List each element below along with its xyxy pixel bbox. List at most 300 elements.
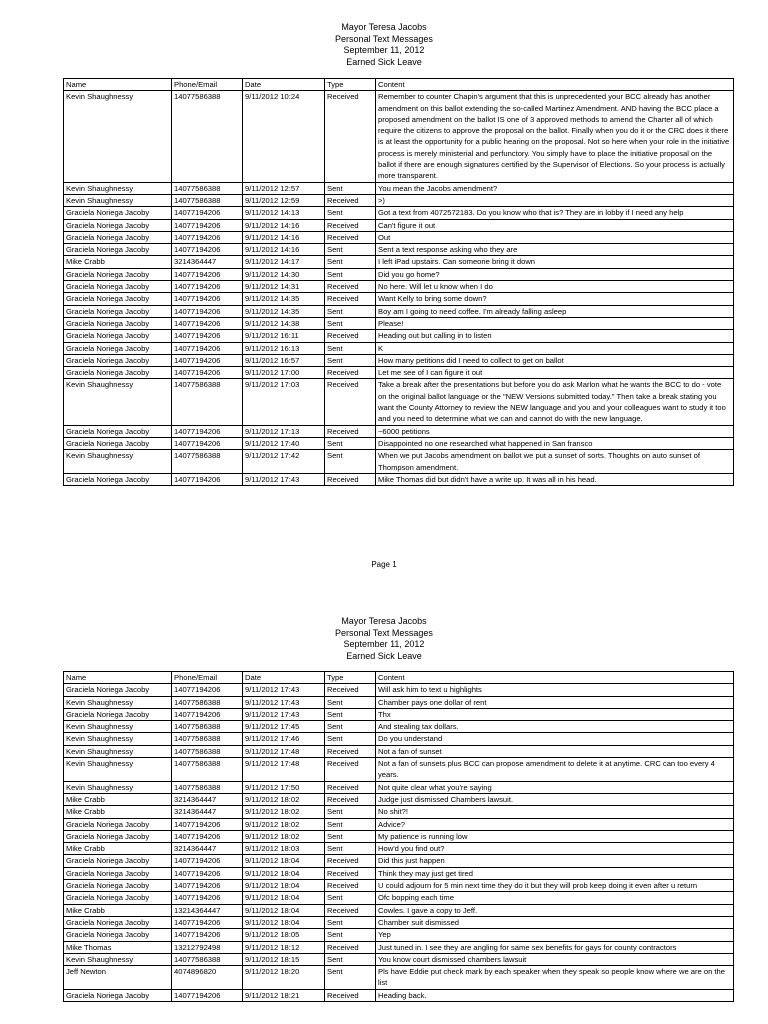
cell-phone: 14077586388 — [172, 182, 243, 194]
cell-content: Mike Thomas did but didn't have a write up. It was all in his head. — [376, 473, 734, 485]
cell-date: 9/11/2012 18:04 — [243, 892, 325, 904]
cell-date: 9/11/2012 18:02 — [243, 793, 325, 805]
cell-content: How'd you find out? — [376, 843, 734, 855]
cell-date: 9/11/2012 16:57 — [243, 354, 325, 366]
cell-content: Advice? — [376, 818, 734, 830]
cell-date: 9/11/2012 17:00 — [243, 367, 325, 379]
cell-phone: 14077194206 — [172, 880, 243, 892]
cell-content: Will ask him to text u highlights — [376, 684, 734, 696]
cell-date: 9/11/2012 10:24 — [243, 91, 325, 182]
cell-name: Graciela Noriega Jacoby — [64, 207, 172, 219]
cell-date: 9/11/2012 17:43 — [243, 696, 325, 708]
cell-name: Graciela Noriega Jacoby — [64, 317, 172, 329]
cell-phone: 14077586388 — [172, 733, 243, 745]
table-row — [64, 818, 734, 830]
cell-name: Graciela Noriega Jacoby — [64, 231, 172, 243]
cell-type: Sent — [325, 317, 376, 329]
cell-name: Kevin Shaughnessy — [64, 91, 172, 182]
cell-content: You know court dismissed chambers lawsuit — [376, 953, 734, 965]
cell-type: Sent — [325, 806, 376, 818]
cell-phone: 14077194206 — [172, 281, 243, 293]
cell-name: Kevin Shaughnessy — [64, 379, 172, 425]
cell-content: Cowles. I gave a copy to Jeff. — [376, 904, 734, 916]
cell-content: Not a fan of sunset — [376, 745, 734, 757]
cell-type: Received — [325, 367, 376, 379]
table-row — [64, 219, 734, 231]
cell-content: Thx — [376, 708, 734, 720]
cell-phone: 13214364447 — [172, 904, 243, 916]
cell-name: Graciela Noriega Jacoby — [64, 830, 172, 842]
table-row — [64, 781, 734, 793]
cell-content: Just tuned in. I see they are angling for same sex benefits for gays for county contractors — [376, 941, 734, 953]
cell-type: Received — [325, 473, 376, 485]
cell-name: Kevin Shaughnessy — [64, 745, 172, 757]
cell-name: Kevin Shaughnessy — [64, 781, 172, 793]
cell-date: 9/11/2012 14:16 — [243, 231, 325, 243]
table-row — [64, 379, 734, 425]
cell-name: Graciela Noriega Jacoby — [64, 867, 172, 879]
cell-date: 9/11/2012 17:43 — [243, 708, 325, 720]
cell-name: Graciela Noriega Jacoby — [64, 268, 172, 280]
table-row — [64, 342, 734, 354]
table-row — [64, 867, 734, 879]
table-header-row — [64, 79, 734, 91]
cell-content: U could adjourn for 5 min next time they do it but they will prob keep doing it even after u return — [376, 880, 734, 892]
cell-date: 9/11/2012 16:11 — [243, 330, 325, 342]
cell-type: Sent — [325, 437, 376, 449]
cell-date: 9/11/2012 14:35 — [243, 293, 325, 305]
column-header-phone: Phone/Email — [172, 672, 243, 684]
table-row — [64, 425, 734, 437]
cell-date: 9/11/2012 14:31 — [243, 281, 325, 293]
cell-date: 9/11/2012 18:12 — [243, 941, 325, 953]
cell-content: Chamber pays one dollar of rent — [376, 696, 734, 708]
cell-type: Sent — [325, 207, 376, 219]
cell-date: 9/11/2012 17:40 — [243, 437, 325, 449]
cell-content: Let me see of I can figure it out — [376, 367, 734, 379]
table-row — [64, 745, 734, 757]
cell-type: Sent — [325, 843, 376, 855]
column-header-content: Content — [376, 672, 734, 684]
cell-date: 9/11/2012 14:30 — [243, 268, 325, 280]
cell-name: Graciela Noriega Jacoby — [64, 473, 172, 485]
cell-type: Received — [325, 379, 376, 425]
cell-date: 9/11/2012 18:02 — [243, 818, 325, 830]
cell-name: Mike Crabb — [64, 793, 172, 805]
cell-content: You mean the Jacobs amendment? — [376, 182, 734, 194]
cell-date: 9/11/2012 17:13 — [243, 425, 325, 437]
cell-date: 9/11/2012 14:38 — [243, 317, 325, 329]
table-row — [64, 989, 734, 1001]
cell-type: Received — [325, 758, 376, 782]
cell-name: Graciela Noriega Jacoby — [64, 818, 172, 830]
cell-phone: 14077194206 — [172, 342, 243, 354]
cell-name: Graciela Noriega Jacoby — [64, 354, 172, 366]
cell-content: Boy am I going to need coffee. I'm already falling asleep — [376, 305, 734, 317]
cell-date: 9/11/2012 18:04 — [243, 916, 325, 928]
cell-type: Received — [325, 425, 376, 437]
cell-content: K — [376, 342, 734, 354]
cell-phone: 3214364447 — [172, 843, 243, 855]
cell-phone: 14077194206 — [172, 231, 243, 243]
cell-type: Received — [325, 293, 376, 305]
cell-type: Received — [325, 91, 376, 182]
cell-name: Graciela Noriega Jacoby — [64, 989, 172, 1001]
cell-content: Did you go home? — [376, 268, 734, 280]
cell-type: Received — [325, 330, 376, 342]
cell-type: Sent — [325, 708, 376, 720]
cell-type: Sent — [325, 721, 376, 733]
table-row — [64, 473, 734, 485]
cell-phone: 14077194206 — [172, 867, 243, 879]
cell-date: 9/11/2012 17:45 — [243, 721, 325, 733]
table-row — [64, 330, 734, 342]
cell-phone: 14077194206 — [172, 855, 243, 867]
column-header-name: Name — [64, 672, 172, 684]
cell-content: Judge just dismissed Chambers lawsuit. — [376, 793, 734, 805]
cell-content: Out — [376, 231, 734, 243]
page-number: Page 1 — [371, 560, 397, 569]
cell-type: Received — [325, 855, 376, 867]
cell-type: Sent — [325, 256, 376, 268]
table-row — [64, 437, 734, 449]
table-row — [64, 843, 734, 855]
cell-type: Received — [325, 989, 376, 1001]
cell-content: I left iPad upstairs. Can someone bring it down — [376, 256, 734, 268]
table-row — [64, 450, 734, 474]
cell-date: 9/11/2012 17:42 — [243, 450, 325, 474]
cell-phone: 14077586388 — [172, 91, 243, 182]
column-header-phone: Phone/Email — [172, 79, 243, 91]
cell-name: Graciela Noriega Jacoby — [64, 342, 172, 354]
cell-name: Graciela Noriega Jacoby — [64, 437, 172, 449]
cell-phone: 14077194206 — [172, 330, 243, 342]
cell-type: Received — [325, 880, 376, 892]
table-row — [64, 367, 734, 379]
cell-name: Kevin Shaughnessy — [64, 733, 172, 745]
cell-date: 9/11/2012 18:04 — [243, 855, 325, 867]
cell-date: 9/11/2012 16:13 — [243, 342, 325, 354]
cell-type: Sent — [325, 342, 376, 354]
cell-phone: 14077194206 — [172, 305, 243, 317]
column-header-date: Date — [243, 79, 325, 91]
cell-name: Jeff Newton — [64, 966, 172, 990]
cell-content: Heading back. — [376, 989, 734, 1001]
cell-type: Sent — [325, 354, 376, 366]
cell-date: 9/11/2012 18:02 — [243, 806, 325, 818]
table-row — [64, 941, 734, 953]
cell-type: Received — [325, 281, 376, 293]
doc-date: September 11, 2012 — [343, 45, 425, 55]
cell-phone: 14077586388 — [172, 745, 243, 757]
cell-phone: 14077586388 — [172, 953, 243, 965]
cell-content: Do you understand — [376, 733, 734, 745]
cell-phone: 14077194206 — [172, 293, 243, 305]
cell-phone: 14077194206 — [172, 317, 243, 329]
cell-name: Graciela Noriega Jacoby — [64, 892, 172, 904]
cell-date: 9/11/2012 17:03 — [243, 379, 325, 425]
table-row — [64, 317, 734, 329]
page1-header — [0, 22, 768, 68]
table-row — [64, 281, 734, 293]
cell-phone: 14077194206 — [172, 207, 243, 219]
cell-date: 9/11/2012 17:48 — [243, 745, 325, 757]
cell-date: 9/11/2012 14:35 — [243, 305, 325, 317]
cell-phone: 14077586388 — [172, 194, 243, 206]
cell-phone: 14077194206 — [172, 989, 243, 1001]
cell-phone: 14077194206 — [172, 437, 243, 449]
doc-category: Earned Sick Leave — [346, 650, 422, 661]
cell-name: Mike Crabb — [64, 904, 172, 916]
cell-content: No here. Will let u know when I do — [376, 281, 734, 293]
doc-category: Earned Sick Leave — [346, 56, 422, 67]
cell-content: Remember to counter Chapin's argument that this is unprecedented your BCC already has another amendment on this ballot extending the so-called Martinez Amendment. AND having the BCC place a proposed amendment on the ballot IS one of 3 approved methods to amend the Charter all of which require the citizens to approve the proposal on the ballot. Finally when you do it or the CRC does it there is at least the opportunity for a public hearing on the proposal. Not so here when your role in the initiative process is merely ministerial and perfunctory. You simply have to place the initiative proposal on the ballot if there are enough signatures certified by the Supervisor of Elections. So your process is actually more transparent. — [376, 91, 734, 182]
cell-content: No shit?! — [376, 806, 734, 818]
cell-type: Sent — [325, 305, 376, 317]
table-row — [64, 696, 734, 708]
cell-content: Pls have Eddie put check mark by each speaker when they speak so people know where we are on the list — [376, 966, 734, 990]
table-row — [64, 966, 734, 990]
cell-date: 9/11/2012 18:05 — [243, 929, 325, 941]
cell-content: My patience is running low — [376, 830, 734, 842]
cell-date: 9/11/2012 12:57 — [243, 182, 325, 194]
doc-title: Mayor Teresa Jacobs — [341, 22, 427, 32]
table-header-row — [64, 672, 734, 684]
cell-phone: 14077194206 — [172, 219, 243, 231]
table-row — [64, 916, 734, 928]
cell-content: Think they may just get tired — [376, 867, 734, 879]
table-row — [64, 953, 734, 965]
table-row — [64, 231, 734, 243]
cell-name: Kevin Shaughnessy — [64, 182, 172, 194]
column-header-date: Date — [243, 672, 325, 684]
cell-phone: 3214364447 — [172, 806, 243, 818]
table-row — [64, 793, 734, 805]
cell-phone: 14077194206 — [172, 367, 243, 379]
cell-type: Sent — [325, 268, 376, 280]
doc-title: Mayor Teresa Jacobs — [341, 616, 427, 626]
cell-type: Sent — [325, 182, 376, 194]
cell-phone: 14077194206 — [172, 830, 243, 842]
cell-type: Sent — [325, 818, 376, 830]
doc-subtitle: Personal Text Messages — [335, 627, 433, 638]
cell-type: Sent — [325, 953, 376, 965]
cell-type: Received — [325, 867, 376, 879]
table-row — [64, 207, 734, 219]
cell-type: Received — [325, 194, 376, 206]
cell-name: Graciela Noriega Jacoby — [64, 244, 172, 256]
cell-content: Not a fan of sunsets plus BCC can propose amendment to delete it at anytime. CRC can too every 4 years. — [376, 758, 734, 782]
cell-name: Mike Crabb — [64, 256, 172, 268]
cell-date: 9/11/2012 18:21 — [243, 989, 325, 1001]
cell-name: Graciela Noriega Jacoby — [64, 281, 172, 293]
cell-phone: 14077194206 — [172, 916, 243, 928]
table-row — [64, 880, 734, 892]
table-row — [64, 293, 734, 305]
cell-phone: 14077194206 — [172, 425, 243, 437]
cell-content: Can't figure it out — [376, 219, 734, 231]
cell-content: Yep — [376, 929, 734, 941]
cell-content: Chamber suit dismissed — [376, 916, 734, 928]
cell-date: 9/11/2012 14:13 — [243, 207, 325, 219]
cell-type: Sent — [325, 916, 376, 928]
cell-phone: 3214364447 — [172, 256, 243, 268]
table-row — [64, 354, 734, 366]
cell-date: 9/11/2012 14:17 — [243, 256, 325, 268]
table-row — [64, 721, 734, 733]
cell-date: 9/11/2012 12:59 — [243, 194, 325, 206]
cell-phone: 14077194206 — [172, 244, 243, 256]
cell-content: Take a break after the presentations but before you do ask Marlon what he wants the BCC to do - vote on the original ballot language or the "NEW Versions submitted today." Then take a break stating you want the County Attorney to review the NEW language and you and your colleagues want to study it too and you need to determine what we can and cannot do with the new language. — [376, 379, 734, 425]
cell-date: 9/11/2012 17:46 — [243, 733, 325, 745]
cell-type: Received — [325, 745, 376, 757]
cell-phone: 3214364447 — [172, 793, 243, 805]
table-row — [64, 182, 734, 194]
table-row — [64, 892, 734, 904]
cell-content: Not quite clear what you're saying — [376, 781, 734, 793]
cell-type: Sent — [325, 966, 376, 990]
cell-phone: 14077194206 — [172, 268, 243, 280]
table-row — [64, 244, 734, 256]
cell-name: Graciela Noriega Jacoby — [64, 367, 172, 379]
cell-phone: 14077194206 — [172, 708, 243, 720]
page2-header — [0, 616, 768, 662]
cell-content: And stealing tax dollars. — [376, 721, 734, 733]
cell-date: 9/11/2012 18:03 — [243, 843, 325, 855]
cell-phone: 14077586388 — [172, 758, 243, 782]
cell-type: Sent — [325, 450, 376, 474]
table-row — [64, 256, 734, 268]
cell-content: Did this just happen — [376, 855, 734, 867]
cell-date: 9/11/2012 18:04 — [243, 880, 325, 892]
cell-date: 9/11/2012 17:50 — [243, 781, 325, 793]
cell-name: Kevin Shaughnessy — [64, 758, 172, 782]
column-header-content: Content — [376, 79, 734, 91]
table-row — [64, 904, 734, 916]
table-row — [64, 806, 734, 818]
cell-name: Mike Crabb — [64, 806, 172, 818]
cell-date: 9/11/2012 18:04 — [243, 904, 325, 916]
cell-content: Heading out but calling in to listen — [376, 330, 734, 342]
cell-name: Graciela Noriega Jacoby — [64, 684, 172, 696]
messages-table-page2 — [63, 671, 734, 1002]
table-row — [64, 305, 734, 317]
cell-phone: 14077586388 — [172, 721, 243, 733]
cell-date: 9/11/2012 17:43 — [243, 473, 325, 485]
cell-name: Kevin Shaughnessy — [64, 194, 172, 206]
table-row — [64, 268, 734, 280]
column-header-type: Type — [325, 79, 376, 91]
cell-name: Mike Thomas — [64, 941, 172, 953]
cell-content: >) — [376, 194, 734, 206]
cell-phone: 14077586388 — [172, 450, 243, 474]
cell-name: Graciela Noriega Jacoby — [64, 708, 172, 720]
cell-content: Sent a text response asking who they are — [376, 244, 734, 256]
cell-type: Sent — [325, 244, 376, 256]
table-row — [64, 91, 734, 182]
cell-type: Received — [325, 219, 376, 231]
cell-content: ~6000 petitions — [376, 425, 734, 437]
doc-date: September 11, 2012 — [343, 639, 425, 649]
cell-name: Graciela Noriega Jacoby — [64, 293, 172, 305]
cell-name: Graciela Noriega Jacoby — [64, 916, 172, 928]
cell-type: Sent — [325, 892, 376, 904]
cell-type: Received — [325, 684, 376, 696]
cell-phone: 14077586388 — [172, 696, 243, 708]
doc-subtitle: Personal Text Messages — [335, 33, 433, 44]
cell-type: Sent — [325, 929, 376, 941]
column-header-type: Type — [325, 672, 376, 684]
table-row — [64, 194, 734, 206]
cell-type: Received — [325, 231, 376, 243]
cell-phone: 14077194206 — [172, 684, 243, 696]
cell-phone: 14077194206 — [172, 929, 243, 941]
cell-phone: 13212792498 — [172, 941, 243, 953]
cell-name: Mike Crabb — [64, 843, 172, 855]
cell-name: Graciela Noriega Jacoby — [64, 219, 172, 231]
cell-name: Kevin Shaughnessy — [64, 721, 172, 733]
table-row — [64, 855, 734, 867]
table-row — [64, 684, 734, 696]
cell-date: 9/11/2012 14:16 — [243, 219, 325, 231]
cell-name: Graciela Noriega Jacoby — [64, 929, 172, 941]
cell-phone: 14077194206 — [172, 473, 243, 485]
cell-date: 9/11/2012 14:16 — [243, 244, 325, 256]
table-row — [64, 929, 734, 941]
cell-date: 9/11/2012 17:48 — [243, 758, 325, 782]
cell-name: Kevin Shaughnessy — [64, 953, 172, 965]
table-row — [64, 830, 734, 842]
cell-content: Disappointed no one researched what happened in San fransco — [376, 437, 734, 449]
cell-name: Kevin Shaughnessy — [64, 696, 172, 708]
cell-date: 9/11/2012 17:43 — [243, 684, 325, 696]
cell-content: When we put Jacobs amendment on ballot we put a sunset of sorts. Thoughts on auto sunset of Thompson amendment. — [376, 450, 734, 474]
cell-name: Graciela Noriega Jacoby — [64, 855, 172, 867]
cell-date: 9/11/2012 18:02 — [243, 830, 325, 842]
cell-name: Graciela Noriega Jacoby — [64, 330, 172, 342]
cell-name: Graciela Noriega Jacoby — [64, 305, 172, 317]
table-row — [64, 733, 734, 745]
table-row — [64, 708, 734, 720]
cell-type: Sent — [325, 830, 376, 842]
cell-phone: 14077194206 — [172, 892, 243, 904]
cell-date: 9/11/2012 18:04 — [243, 867, 325, 879]
cell-phone: 4074896820 — [172, 966, 243, 990]
cell-name: Graciela Noriega Jacoby — [64, 425, 172, 437]
cell-type: Received — [325, 793, 376, 805]
table-row — [64, 758, 734, 782]
cell-name: Graciela Noriega Jacoby — [64, 880, 172, 892]
cell-phone: 14077586388 — [172, 379, 243, 425]
messages-table-page1 — [63, 78, 734, 486]
cell-type: Sent — [325, 696, 376, 708]
cell-content: Please! — [376, 317, 734, 329]
cell-type: Received — [325, 941, 376, 953]
cell-type: Received — [325, 781, 376, 793]
cell-content: Want Kelly to bring some down? — [376, 293, 734, 305]
cell-phone: 14077194206 — [172, 818, 243, 830]
cell-date: 9/11/2012 18:20 — [243, 966, 325, 990]
cell-content: Ofc bopping each time — [376, 892, 734, 904]
cell-content: Got a text from 4072572183. Do you know who that is? They are in lobby if I need any help — [376, 207, 734, 219]
cell-content: How many petitions did I need to collect to get on ballot — [376, 354, 734, 366]
cell-phone: 14077586388 — [172, 781, 243, 793]
cell-type: Sent — [325, 733, 376, 745]
cell-name: Kevin Shaughnessy — [64, 450, 172, 474]
column-header-name: Name — [64, 79, 172, 91]
cell-date: 9/11/2012 18:15 — [243, 953, 325, 965]
cell-type: Received — [325, 904, 376, 916]
